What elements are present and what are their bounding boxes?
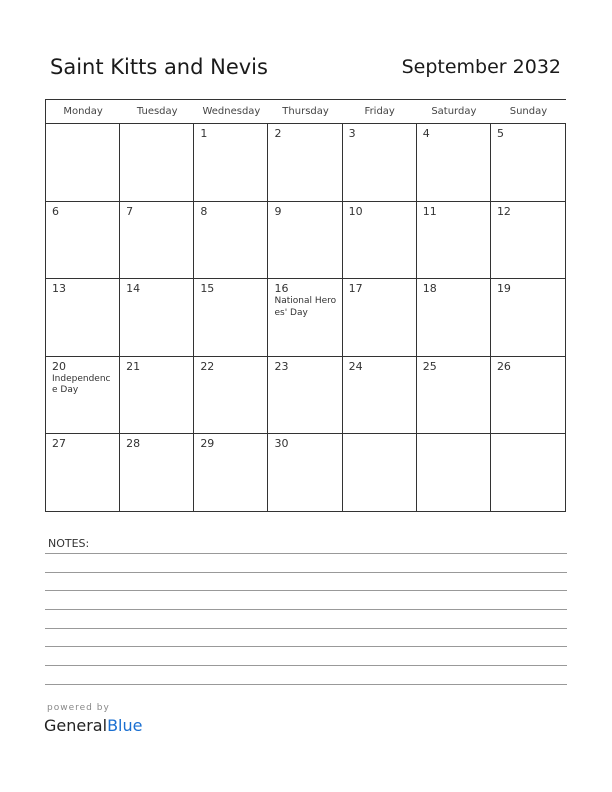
calendar-day-cell[interactable]	[491, 279, 566, 357]
calendar-day-cell[interactable]	[268, 124, 342, 202]
day-number: 6	[52, 204, 59, 218]
calendar-day-cell[interactable]	[417, 279, 491, 357]
calendar-day-cell[interactable]	[343, 357, 417, 435]
day-number: 27	[52, 437, 66, 451]
calendar-day-cell[interactable]	[491, 434, 566, 512]
calendar-day-cell[interactable]	[417, 357, 491, 435]
calendar-day-cell[interactable]	[491, 202, 566, 280]
calendar-day-cell[interactable]	[120, 434, 194, 512]
notes-line	[45, 665, 567, 666]
day-number: 25	[422, 359, 437, 373]
calendar-day-cell[interactable]	[194, 279, 268, 357]
holiday-label: Independence Day	[52, 373, 111, 396]
day-number: 26	[496, 359, 511, 373]
day-number: 1	[200, 127, 208, 140]
day-number: 18	[422, 282, 437, 296]
notes-line	[45, 684, 567, 685]
notes-line	[45, 609, 567, 610]
calendar-day-cell[interactable]	[46, 202, 120, 280]
calendar-day-cell[interactable]	[194, 434, 268, 512]
weekday-header: Thursday	[268, 100, 342, 124]
weekday-header: Monday	[46, 100, 120, 124]
calendar-day-cell[interactable]	[343, 279, 417, 357]
day-number: 19	[496, 282, 511, 296]
calendar-day-cell[interactable]	[194, 202, 268, 280]
calendar-day-cell[interactable]	[268, 279, 342, 357]
generalblue-logo[interactable]	[44, 716, 142, 735]
day-number: 10	[348, 204, 363, 218]
notes-line	[45, 628, 567, 629]
calendar-title-country: Saint Kitts and Nevis	[50, 55, 268, 79]
day-number: 23	[274, 359, 289, 373]
notes-line	[45, 553, 567, 554]
calendar-week-row	[46, 357, 566, 435]
calendar-day-cell[interactable]	[120, 202, 194, 280]
calendar-day-cell[interactable]	[46, 124, 120, 202]
calendar-day-cell[interactable]	[120, 279, 194, 357]
day-number: 29	[200, 437, 215, 451]
day-number: 16	[274, 282, 289, 296]
calendar-day-cell[interactable]	[46, 357, 120, 435]
calendar-day-cell[interactable]	[46, 279, 120, 357]
calendar-week-row	[46, 124, 566, 202]
notes-line	[45, 646, 567, 647]
calendar-day-cell[interactable]	[491, 124, 566, 202]
day-number: 11	[422, 204, 437, 218]
day-number: 9	[274, 204, 282, 218]
weekday-header: Saturday	[417, 100, 491, 124]
day-number: 30	[274, 437, 289, 451]
day-number: 4	[422, 127, 430, 140]
day-number: 17	[348, 282, 363, 296]
weekday-header-row	[46, 100, 566, 124]
calendar-grid	[45, 99, 566, 512]
brand-name-part1: General	[44, 716, 108, 735]
day-number: 21	[126, 359, 141, 373]
calendar-day-cell[interactable]	[268, 202, 342, 280]
powered-by-text: powered by	[47, 703, 110, 713]
day-number: 12	[496, 204, 511, 218]
calendar-day-cell[interactable]	[268, 357, 342, 435]
weekday-header: Tuesday	[120, 100, 194, 124]
calendar-day-cell[interactable]	[491, 357, 566, 435]
day-number: 28	[126, 437, 141, 451]
day-number: 22	[200, 359, 215, 373]
day-number: 15	[200, 282, 215, 296]
calendar-day-cell[interactable]	[343, 202, 417, 280]
calendar-day-cell[interactable]	[417, 202, 491, 280]
calendar-week-row	[46, 279, 566, 357]
brand-name-part2: Blue	[107, 716, 143, 735]
notes-line	[45, 572, 567, 573]
calendar-day-cell[interactable]	[417, 434, 491, 512]
calendar-day-cell[interactable]	[417, 124, 491, 202]
day-number: 8	[200, 204, 208, 218]
calendar-title-month: September 2032	[401, 56, 561, 78]
holiday-label: National Heroes' Day	[274, 296, 337, 318]
day-number: 5	[496, 127, 504, 140]
calendar-day-cell[interactable]	[46, 434, 120, 512]
day-number: 3	[348, 127, 356, 140]
weekday-header: Wednesday	[194, 100, 268, 124]
calendar-day-cell[interactable]	[194, 357, 268, 435]
day-number: 7	[126, 204, 134, 218]
day-number: 2	[274, 127, 282, 140]
notes-line	[45, 590, 567, 591]
calendar-day-cell[interactable]	[120, 124, 194, 202]
weekday-header: Sunday	[491, 100, 566, 124]
day-number: 13	[52, 282, 66, 296]
notes-label: NOTES:	[48, 537, 90, 550]
calendar-day-cell[interactable]	[120, 357, 194, 435]
calendar-week-row	[46, 434, 566, 512]
calendar-day-cell[interactable]	[194, 124, 268, 202]
day-number: 24	[348, 359, 363, 373]
calendar-day-cell[interactable]	[343, 434, 417, 512]
calendar-week-row	[46, 202, 566, 280]
day-number: 14	[126, 282, 141, 296]
calendar-day-cell[interactable]	[268, 434, 342, 512]
weekday-header: Friday	[343, 100, 417, 124]
calendar-day-cell[interactable]	[343, 124, 417, 202]
day-number: 20	[52, 359, 66, 373]
